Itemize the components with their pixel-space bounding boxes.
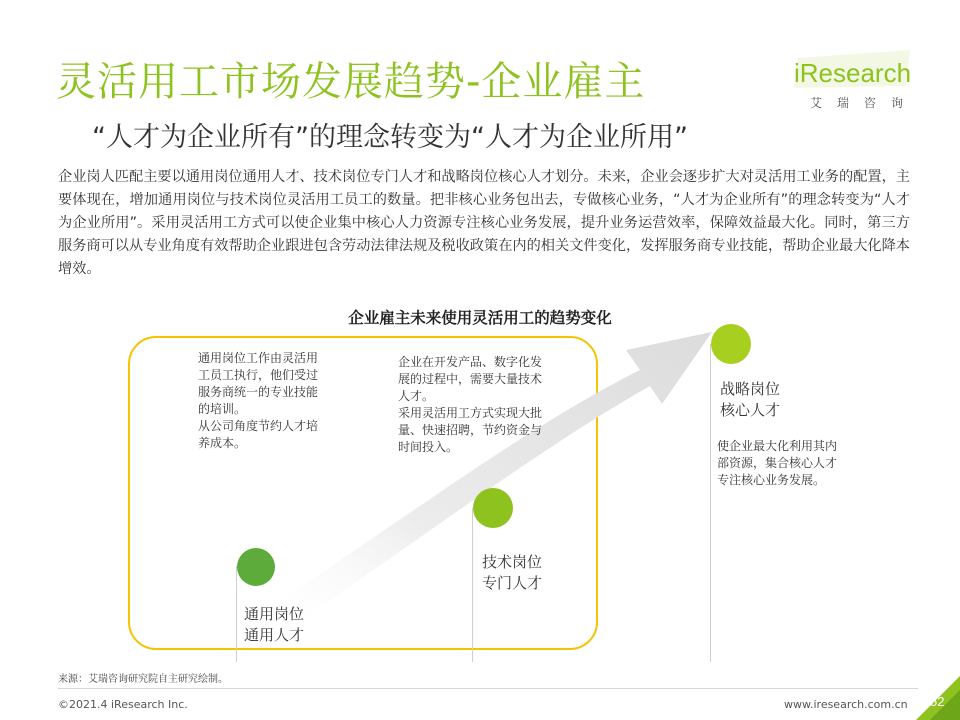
body-paragraph: 企业岗人匹配主要以通用岗位通用人才、技术岗位专门人才和战略岗位核心人才划分。未来，企业会逐步扩大对灵活用工业务的配置，主要体现在，增加通用岗位与技术岗位灵活用工员工的数量。把非核心业务包出去，专做核心业务，“人才为企业所有”的理念转变为“人才为企业所用”。采用灵活用工方式可以使企业集中核心人力资源专注核心业务发展，提升业务运营效率，保障效益最大化。同时，第三方服务商可以从专业角度有效帮助企业跟进包含劳动法律法规及税收政策在内的相关文件变化，发挥服务商专业技能，帮助企业最大化降本增效。 — [58, 169, 910, 277]
copyright-text: ©2021.4 iResearch Inc. — [58, 698, 188, 711]
diagram-title: 企业雇主未来使用灵活用工的趋势变化 — [348, 309, 612, 327]
stage-2-note: 企业在开发产品、数字化发 展的过程中，需要大量技术 人才。 采用灵活用工方式实现大批 量、快速招聘，节约资金与 时间投入。 — [398, 355, 543, 454]
page-title: 灵活用工市场发展趋势-企业雇主 — [56, 59, 646, 105]
stage-3-dot — [711, 324, 751, 364]
stage-1-dot — [237, 548, 275, 586]
page-number: 52 — [930, 694, 945, 709]
website-link[interactable]: www.iresearch.com.cn — [784, 698, 908, 711]
stage-1-label: 通用岗位 通用人才 — [244, 605, 305, 644]
logo-wordmark: iResearch — [794, 58, 912, 88]
stage-1-note: 通用岗位工作由灵活用 工员工执行，他们受过 服务商统一的专业技能 的培训。 从公司角度节约人才培 养成本。 — [198, 351, 319, 450]
footer-divider — [58, 688, 918, 689]
stage-3-note: 使企业最大化利用其内 部资源，集合核心人才 专注核心业务发展。 — [717, 439, 838, 487]
logo-chinese: 艾瑞咨询 — [810, 96, 919, 110]
stage-3-label: 战略岗位 核心人才 — [720, 380, 781, 419]
stage-2-label: 技术岗位 专门人才 — [482, 553, 543, 592]
stage-3-guide-line — [710, 344, 711, 662]
source-note: 来源：艾瑞咨询研究院自主研究绘制。 — [58, 674, 228, 685]
page-subtitle: “人才为企业所有”的理念转变为“人才为企业所用” — [92, 122, 688, 153]
stage-1-guide-line — [236, 566, 237, 662]
stage-2-dot — [473, 488, 513, 528]
stage-2-guide-line — [472, 508, 473, 662]
